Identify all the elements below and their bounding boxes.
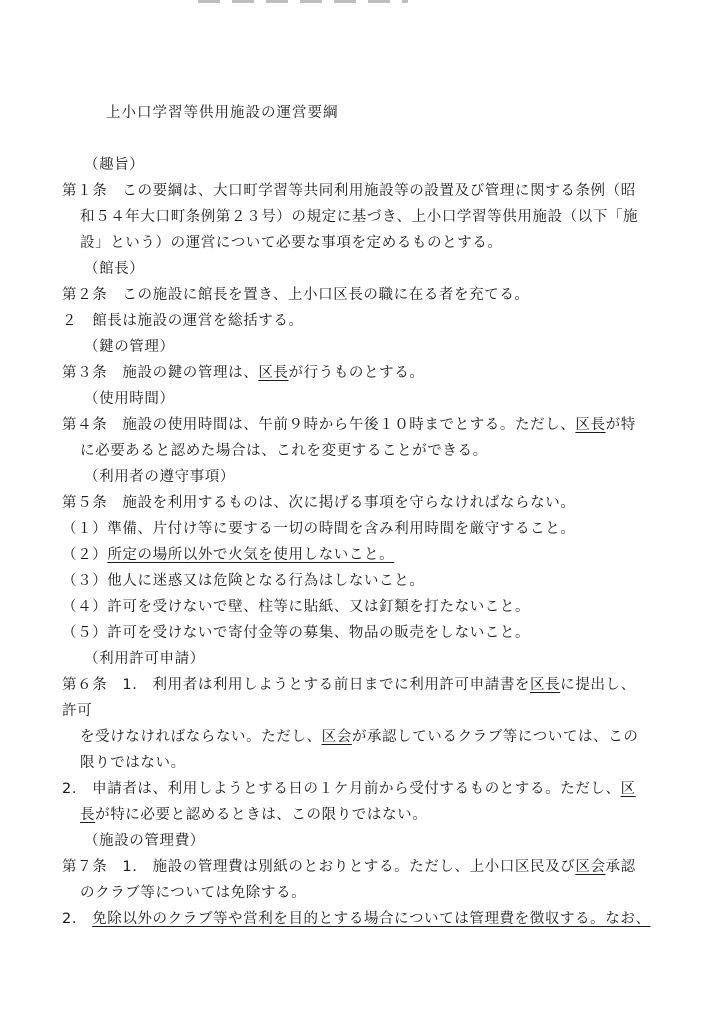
rule-item-2: （２）所定の場所以外で火気を使用しないこと。	[62, 547, 395, 563]
article-7-line-1: 第７条 1. 施設の管理費は別紙のとおりとする。ただし、上小口区民及び区会承認	[62, 859, 636, 875]
underlined-term: 区	[620, 781, 636, 797]
article-4-line-2: に必要あると認めた場合は、これを変更することができる。	[80, 443, 488, 459]
heading-management-fee: （施設の管理費）	[84, 833, 205, 849]
underlined-term: 区会	[575, 859, 606, 875]
article-6-line-2: 許可	[62, 703, 93, 719]
heading-usage-hours: （使用時間）	[84, 391, 175, 407]
heading-key-management: （鍵の管理）	[84, 339, 175, 355]
article-6-line-5: 2. 申請者は、利用しようとする日の１ケ月前から受付するものとする。ただし、区	[62, 781, 636, 797]
heading-purpose: （趣旨）	[84, 157, 145, 173]
article-1-line-1: 第１条 この要綱は、大口町学習等共同利用施設等の設置及び管理に関する条例（昭	[62, 183, 636, 199]
article-5-line-1: 第５条 施設を利用するものは、次に掲げる事項を守らなければならない。	[62, 495, 576, 511]
article-3-line-1: 第３条 施設の鍵の管理は、区長が行うものとする。	[62, 365, 425, 381]
article-6-line-6: 長が特に必要と認めるときは、この限りではない。	[80, 807, 428, 823]
article-6-line-3: を受けなければならない。ただし、区会が承認しているクラブ等については、この	[80, 729, 639, 745]
underlined-term: 区長	[530, 677, 561, 693]
underlined-term: 区長	[575, 417, 606, 433]
article-1-line-2: 和５４年大口町条例第２３号）の規定に基づき、上小口学習等供用施設（以下「施	[80, 209, 639, 225]
underlined-term: 長	[80, 807, 96, 823]
underlined-term: 区会	[321, 729, 352, 745]
article-4-line-1: 第４条 施設の使用時間は、午前９時から午後１０時までとする。ただし、区長が特	[62, 417, 636, 433]
document-title: 上小口学習等供用施設の運営要綱	[106, 105, 339, 121]
scan-artifact	[198, 0, 408, 3]
article-2-line-2: ２ 館長は施設の運営を総括する。	[62, 313, 304, 329]
article-7-line-3: 2. 免除以外のクラブ等や営利を目的とする場合については管理費を徴収する。なお、	[62, 911, 651, 927]
article-7-line-2: のクラブ等については免除する。	[80, 885, 307, 901]
underlined-term: 区長	[258, 365, 289, 381]
rule-item-4: （４）許可を受けないで壁、柱等に貼紙、又は釘類を打たないこと。	[62, 599, 531, 615]
underlined-phrase: 免除以外のクラブ等や営利を目的とする場合については管理費を徴収する。なお、	[92, 911, 651, 927]
article-6-line-4: 限りではない。	[80, 755, 186, 771]
rule-item-3: （３）他人に迷惑又は危険となる行為はしないこと。	[62, 573, 425, 589]
article-6-line-1: 第６条 1. 利用者は利用しようとする前日までに利用許可申請書を区長に提出し、	[62, 677, 636, 693]
underlined-phrase: 所定の場所以外で火気を使用しないこと。	[107, 547, 395, 563]
heading-user-rules: （利用者の遵守事項）	[84, 469, 235, 485]
article-1-line-3: 設」という）の運営について必要な事項を定めるものとする。	[80, 235, 503, 251]
rule-item-1: （１）準備、片付け等に要する一切の時間を含み利用時間を厳守すること。	[62, 521, 576, 537]
heading-usage-application: （利用許可申請）	[84, 651, 205, 667]
article-2-line-1: 第２条 この施設に館長を置き、上小口区長の職に在る者を充てる。	[62, 287, 530, 303]
rule-item-5: （５）許可を受けないで寄付金等の募集、物品の販売をしないこと。	[62, 625, 531, 641]
heading-director: （館長）	[84, 261, 145, 277]
